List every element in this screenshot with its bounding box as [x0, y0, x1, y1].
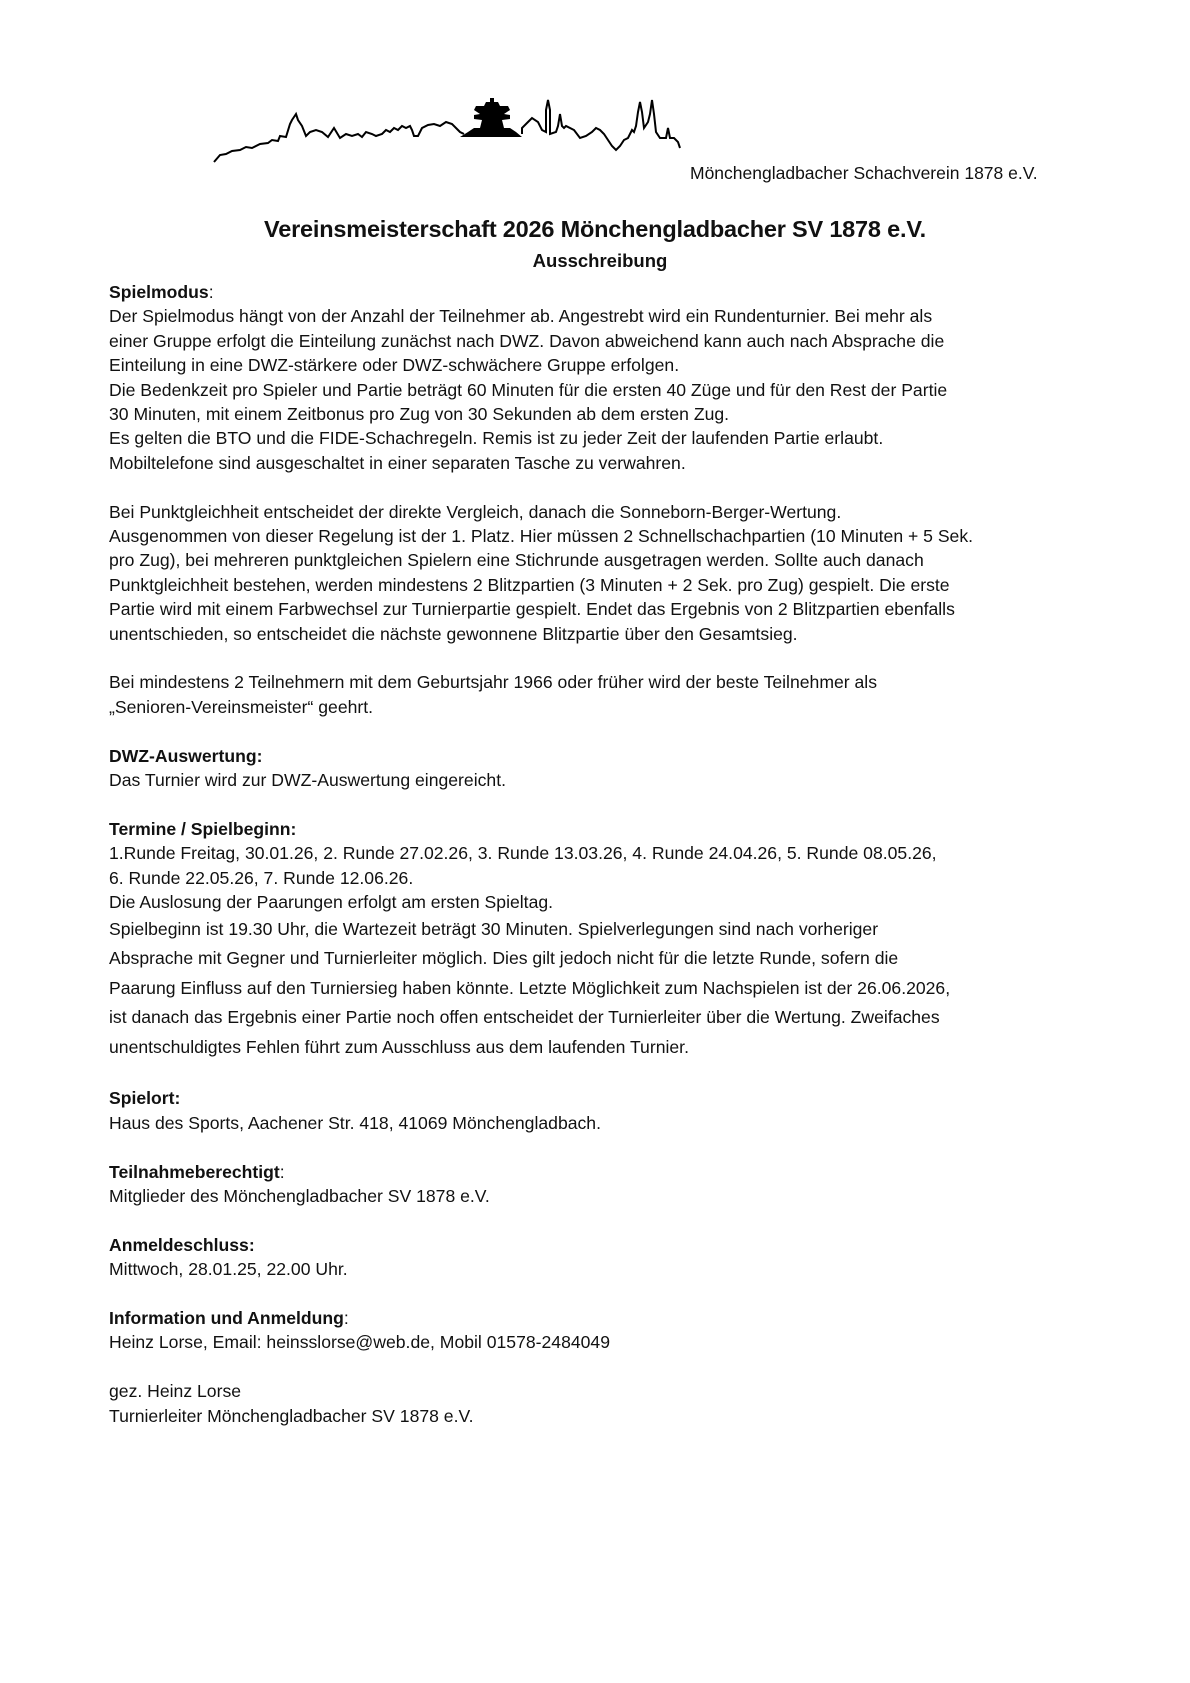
- paragraph-line: Die Auslosung der Paarungen erfolgt am ersten Spieltag.: [109, 892, 554, 913]
- paragraph-line: Einteilung in eine DWZ-stärkere oder DWZ-schwächere Gruppe erfolgen.: [109, 355, 680, 376]
- section-heading-spielmodus: [109, 280, 1099, 304]
- paragraph-line: unentschieden, so entscheidet die nächste gewonnene Blitzpartie über den Gesamtsieg.: [109, 623, 798, 644]
- heading-suffix: :: [208, 282, 214, 302]
- paragraph-line: Es gelten die BTO und die FIDE-Schachregeln. Remis ist zu jeder Zeit der laufenden Partie erlaubt.: [109, 428, 884, 449]
- paragraph-line: „Senioren-Vereinsmeister“ geehrt.: [109, 696, 374, 717]
- heading-text: Teilnahmeberechtigt: [109, 1161, 280, 1182]
- paragraph-line: Die Bedenkzeit pro Spieler und Partie beträgt 60 Minuten für die ersten 40 Züge und für den Rest der Partie: [109, 379, 948, 400]
- paragraph-line: pro Zug), bei mehreren punktgleichen Spielern eine Stichrunde ausgetragen werden. Sollte auch danach: [109, 550, 924, 571]
- paragraph-line: Das Turnier wird zur DWZ-Auswertung eingereicht.: [109, 770, 506, 791]
- paragraph-line: Der Spielmodus hängt von der Anzahl der Teilnehmer ab. Angestrebt wird ein Rundenturnier. Bei mehr als: [109, 306, 933, 327]
- section-heading-dwz: DWZ-Auswertung:: [109, 745, 263, 766]
- paragraph-line: einer Gruppe erfolgt die Einteilung zunächst nach DWZ. Davon abweichend kann auch nach Absprache die: [109, 330, 945, 351]
- section-heading-termine: Termine / Spielbeginn:: [109, 818, 297, 839]
- paragraph-line: Bei mindestens 2 Teilnehmern mit dem Geburtsjahr 1966 oder früher wird der beste Teilnehmer als: [109, 672, 877, 693]
- section-heading-teilnahme: [109, 1160, 1099, 1184]
- club-name: Mönchengladbacher Schachverein 1878 e.V.: [690, 163, 1038, 183]
- paragraph-line: ist danach das Ergebnis einer Partie noch offen entscheidet der Turnierleiter über die Wertung. Zweifaches: [109, 1007, 940, 1027]
- city-skyline-chess-king-icon: [212, 92, 682, 182]
- heading-suffix: :: [279, 1161, 285, 1182]
- signature-line: Turnierleiter Mönchengladbacher SV 1878 e.V.: [109, 1405, 474, 1426]
- signature-line: gez. Heinz Lorse: [109, 1381, 242, 1402]
- paragraph-line: Absprache mit Gegner und Turnierleiter möglich. Dies gilt jedoch nicht für die letzte Runde, sofern die: [109, 948, 899, 968]
- document-body: [109, 280, 1099, 1428]
- paragraph-line: Spielbeginn ist 19.30 Uhr, die Wartezeit beträgt 30 Minuten. Spielverlegungen sind nach vorheriger: [109, 918, 879, 939]
- paragraph-line: 1.Runde Freitag, 30.01.26, 2. Runde 27.02.26, 3. Runde 13.03.26, 4. Runde 24.04.26, 5. Runde 08.05.26,: [109, 843, 937, 864]
- paragraph-line: Mobiltelefone sind ausgeschaltet in einer separaten Tasche zu verwahren.: [109, 452, 686, 473]
- paragraph-line: Ausgenommen von dieser Regelung ist der 1. Platz. Hier müssen 2 Schnellschachpartien (10 Minuten + 5 Sek.: [109, 526, 974, 547]
- heading-text: Information und Anmeldung: [109, 1308, 344, 1328]
- document-subtitle: Ausschreibung: [532, 250, 668, 271]
- paragraph-line: Paarung Einfluss auf den Turniersieg haben könnte. Letzte Möglichkeit zum Nachspielen ist der 26.06.2026,: [109, 977, 951, 998]
- paragraph-line: Partie wird mit einem Farbwechsel zur Turnierpartie gespielt. Endet das Ergebnis von 2 Blitzpartien ebenfalls: [109, 599, 955, 620]
- document-title: Vereinsmeisterschaft 2026 Mönchengladbacher SV 1878 e.V.: [264, 216, 926, 242]
- paragraph-line: 30 Minuten, mit einem Zeitbonus pro Zug von 30 Sekunden ab dem ersten Zug.: [109, 404, 730, 425]
- section-heading-info: [109, 1306, 1099, 1330]
- paragraph-line: Bei Punktgleichheit entscheidet der direkte Vergleich, danach die Sonneborn-Berger-Wertung.: [109, 501, 842, 522]
- section-heading-anmeldeschluss: Anmeldeschluss:: [109, 1234, 255, 1255]
- heading-suffix: :: [343, 1308, 349, 1328]
- paragraph-line: Mittwoch, 28.01.25, 22.00 Uhr.: [109, 1259, 348, 1280]
- heading-text: Spielmodus: [109, 282, 209, 302]
- section-heading-spielort: Spielort:: [109, 1088, 181, 1109]
- paragraph-line: 6. Runde 22.05.26, 7. Runde 12.06.26.: [109, 867, 414, 888]
- paragraph-line: unentschuldigtes Fehlen führt zum Ausschluss aus dem laufenden Turnier.: [109, 1036, 689, 1057]
- paragraph-line: Mitglieder des Mönchengladbacher SV 1878 e.V.: [109, 1186, 490, 1206]
- contact-line: Heinz Lorse, Email: heinsslorse@web.de, Mobil 01578-2484049: [109, 1332, 610, 1353]
- paragraph-line: Punktgleichheit bestehen, werden mindestens 2 Blitzpartien (3 Minuten + 2 Sek. pro Zug) gespielt. Die erste: [109, 574, 950, 595]
- paragraph-line: Haus des Sports, Aachener Str. 418, 41069 Mönchengladbach.: [109, 1112, 601, 1133]
